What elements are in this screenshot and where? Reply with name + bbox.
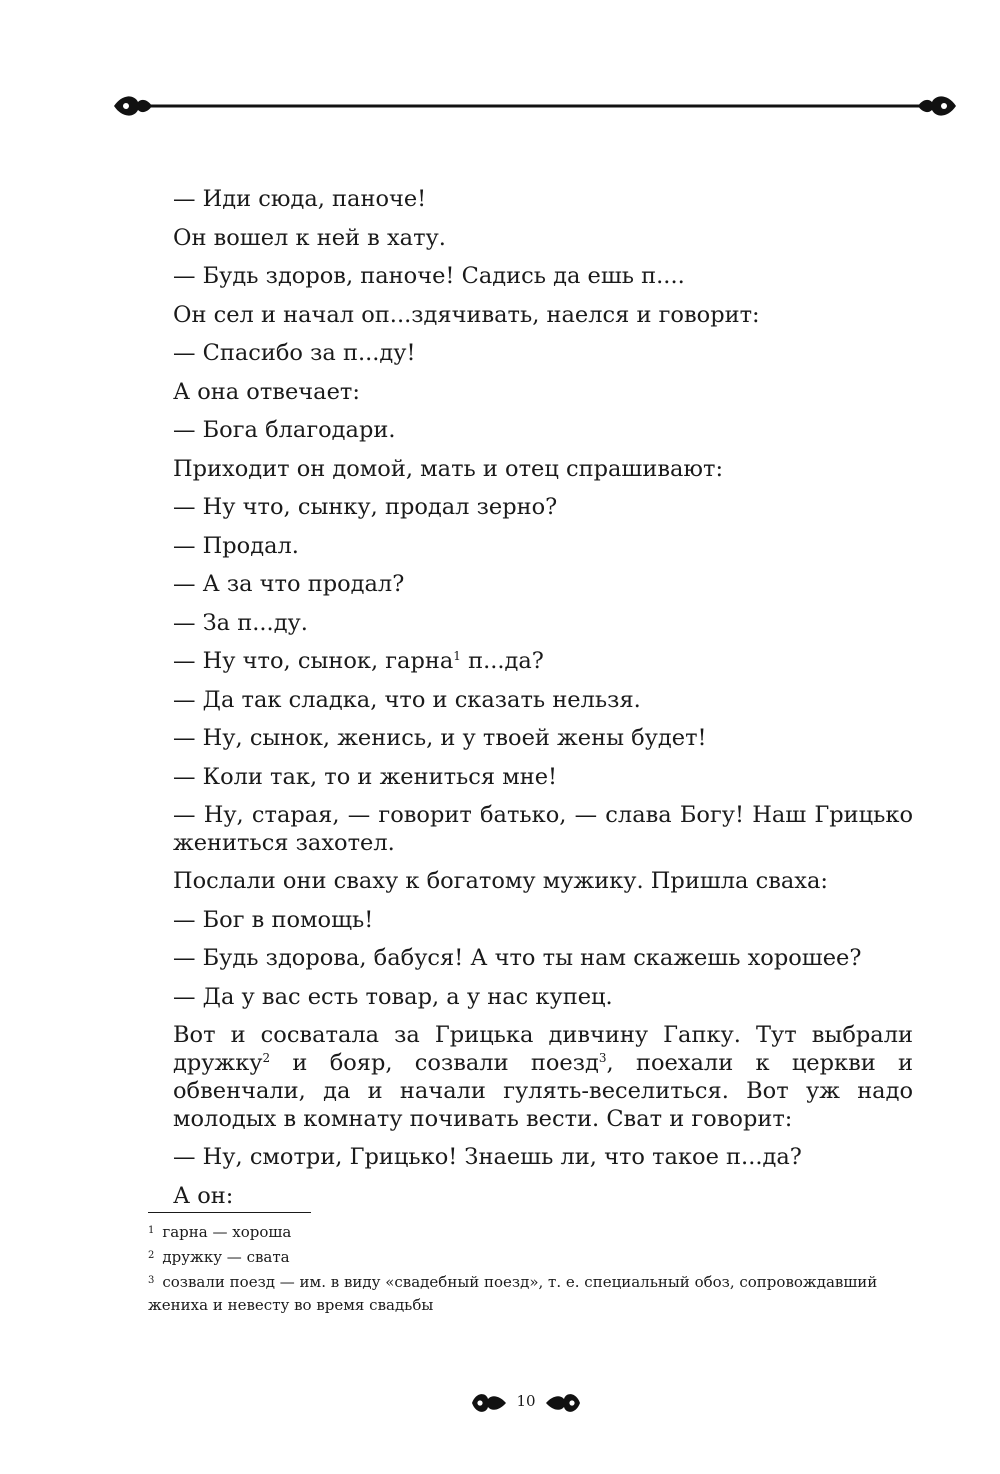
text-line: — Продал. [173, 532, 299, 559]
footnote-ref-3: 3 [598, 1051, 607, 1065]
text-line: — Будь здоров, паноче! Садись да ешь п.... [173, 263, 685, 289]
text-segment: — Ну что, сынок, гарна [173, 648, 454, 674]
footnote-number: 3 [148, 1275, 155, 1286]
footnote-text: дружку — свата [162, 1248, 290, 1266]
text-line: — Бог в помощь! [173, 906, 374, 933]
text-line-garna [173, 642, 913, 681]
page-number: 10 [516, 1392, 536, 1410]
text-segment: и бояр, созвали поезд [270, 1050, 599, 1076]
text-segment: п...да? [460, 648, 544, 674]
text-line: — Коли так, то и жениться мне! [173, 763, 558, 790]
footnotes [148, 1219, 918, 1317]
text-line: — За п...ду. [173, 609, 308, 636]
paragraph-old-man: — Ну, старая, — говорит батько, — слава Богу! Наш Грицько жениться захотел. [173, 802, 913, 856]
text-line: — Спасибо за п...ду! [173, 340, 416, 366]
footnote-item [148, 1269, 918, 1317]
footnote-ref-1: 1 [453, 649, 461, 663]
text-line: — Ну, смотри, Грицько! Знаешь ли, что такое п...да? [173, 1144, 802, 1170]
footnote-text: гарна — хороша [162, 1223, 292, 1241]
text-line: Он сел и начал оп...здячивать, наелся и говорит: [173, 301, 760, 328]
text-segment: , поехали к церкви и обвенчали, да и начали гулять-веселиться. Вот уж надо молодых в комнату почивать вести. Сват и говорит: [173, 1050, 913, 1132]
text-line: — А за что продал? [173, 571, 405, 597]
text-line: Он вошел к ней в хату. [173, 224, 446, 251]
text-line: — Бога благодари. [173, 417, 396, 443]
footnote-number: 2 [148, 1250, 155, 1261]
text-segment: Вот и сосватала за Грицька дивчину Гапку. Тут выбрали дружку [173, 1022, 913, 1076]
header-ornament-rule [112, 88, 958, 124]
footnote-item [148, 1219, 918, 1244]
text-line: А он: [173, 1182, 234, 1209]
text-line: — Ну, сынок, женись, и у твоей жены будет! [173, 725, 707, 751]
footnote-ref-2: 2 [262, 1051, 271, 1065]
footnote-divider [148, 1212, 311, 1213]
text-line: — Ну что, сынку, продал зерно? [173, 494, 558, 520]
story-text [173, 180, 913, 1215]
text-line: — Иди сюда, паноче! [173, 186, 427, 212]
text-line: — Да у вас есть товар, а у нас купец. [173, 983, 613, 1010]
fleuron-left-icon [114, 96, 152, 115]
fleuron-right-icon [918, 96, 956, 115]
text-line: — Будь здорова, бабуся! А что ты нам скажешь хорошее? [173, 945, 862, 971]
footnote-text: созвали поезд — им. в виду «свадебный поезд», т. е. специальный обоз, сопровождавший жениха и невесту во время свадьбы [148, 1273, 878, 1314]
text-line: Послали они сваху к богатому мужику. Пришла сваха: [173, 868, 828, 894]
text-line: Приходит он домой, мать и отец спрашивают: [173, 455, 724, 482]
footnote-item [148, 1244, 918, 1269]
text-line: — Да так сладка, что и сказать нельзя. [173, 686, 641, 713]
paragraph-wedding [173, 1016, 913, 1138]
footnote-number: 1 [148, 1225, 155, 1236]
page-footer [470, 1384, 582, 1424]
text-line: А она отвечает: [173, 378, 360, 405]
fleuron-right-icon [544, 1388, 582, 1418]
